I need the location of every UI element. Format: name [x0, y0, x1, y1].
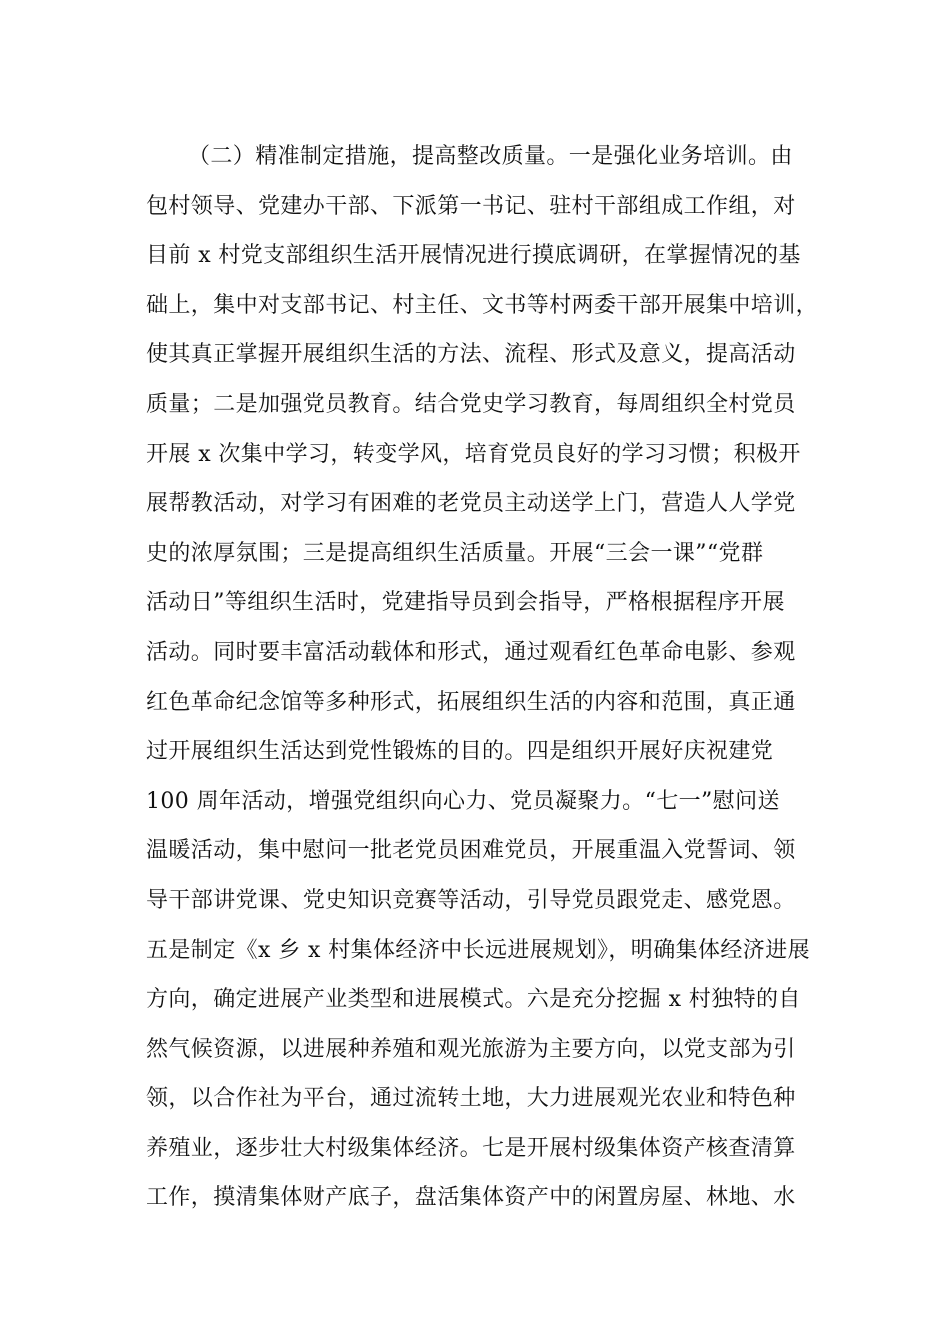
text-line: 五是制定《x 乡 x 村集体经济中长远进展规划》，明确集体经济进展 [146, 937, 810, 963]
text-line: 领，以合作社为平台，通过流转土地，大力进展观光农业和特色种 [146, 1086, 796, 1112]
text-line: 史的浓厚氛围；三是提高组织生活质量。开展“三会一课”“党群 [146, 540, 764, 566]
text-line: 使其真正掌握开展组织生活的方法、流程、形式及意义，提高活动 [146, 342, 796, 368]
text-line: 然气候资源，以进展种养殖和观光旅游为主要方向，以党支部为引 [146, 1036, 796, 1062]
text-line: （二）精准制定措施，提高整改质量。一是强化业务培训。由 [188, 144, 793, 169]
text-line: 目前 x 村党支部组织生活开展情况进行摸底调研，在掌握情况的基 [146, 243, 801, 269]
text-line: 100 周年活动，增强党组织向心力、党员凝聚力。“七一”慰问送 [146, 788, 780, 814]
text-line: 导干部讲党课、党史知识竞赛等活动，引导党员跟党走、感党恩。 [146, 887, 796, 913]
text-line: 温暖活动，集中慰问一批老党员困难党员，开展重温入党誓词、领 [146, 838, 796, 864]
text-line: 展帮教活动，对学习有困难的老党员主动送学上门，营造人人学党 [146, 491, 796, 517]
text-line: 养殖业，逐步壮大村级集体经济。七是开展村级集体资产核查清算 [146, 1135, 796, 1161]
text-line: 红色革命纪念馆等多种形式，拓展组织生活的内容和范围，真正通 [146, 689, 796, 715]
text-line: 过开展组织生活达到党性锻炼的目的。四是组织开展好庆祝建党 [146, 739, 774, 765]
text-line: 方向，确定进展产业类型和进展模式。六是充分挖掘 x 村独特的自 [146, 987, 801, 1013]
text-line: 开展 x 次集中学习，转变学风，培育党员良好的学习习惯；积极开 [146, 441, 801, 467]
text-line: 活动。同时要丰富活动载体和形式，通过观看红色革命电影、参观 [146, 639, 796, 665]
text-line: 础上，集中对支部书记、村主任、文书等村两委干部开展集中培训， [146, 292, 819, 318]
text-line: 包村领导、党建办干部、下派第一书记、驻村干部组成工作组，对 [146, 193, 796, 219]
text-line: 质量；二是加强党员教育。结合党史学习教育，每周组织全村党员 [146, 391, 796, 417]
text-line: 工作，摸清集体财产底子，盘活集体资产中的闲置房屋、林地、水 [146, 1185, 796, 1211]
text-line: 活动日”等组织生活时，党建指导员到会指导，严格根据程序开展 [146, 590, 785, 616]
body-paragraph [146, 132, 826, 1223]
